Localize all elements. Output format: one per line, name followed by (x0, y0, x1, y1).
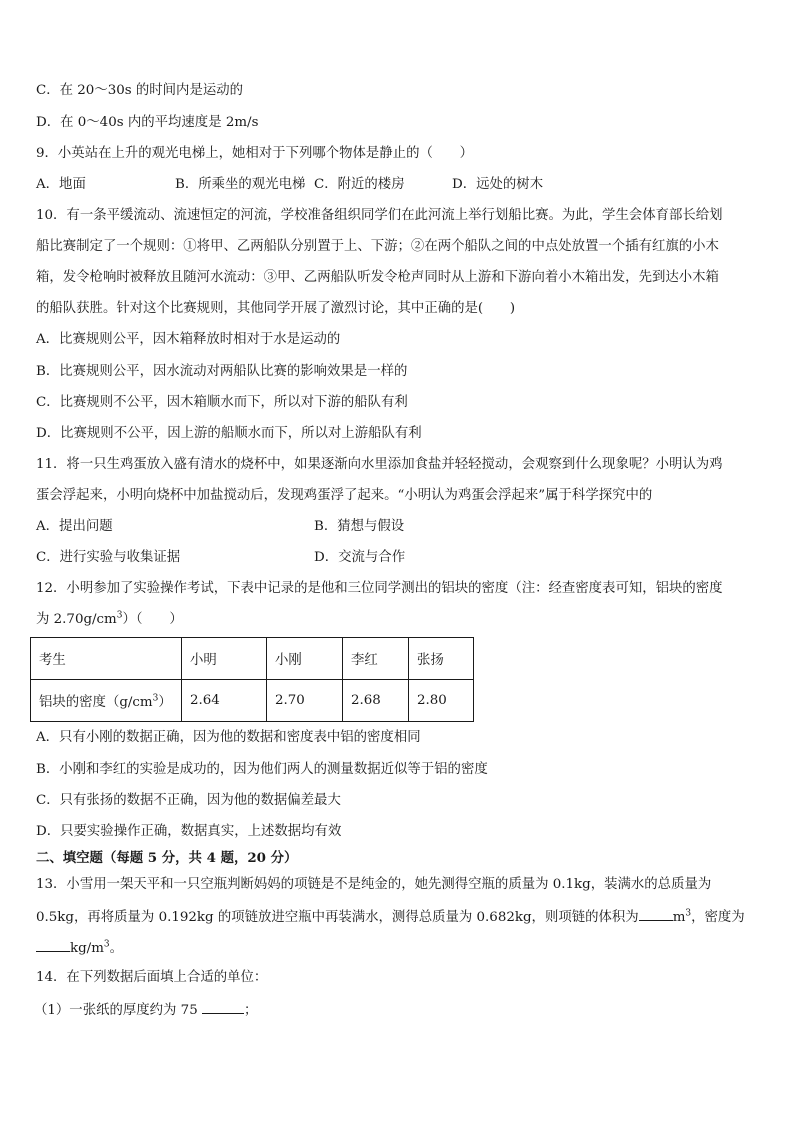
q12-option-a: A．只有小刚的数据正确，因为他的数据和密度表中铝的密度相同 (36, 730, 421, 745)
q8-option-d: D．在 0～40s 内的平均速度是 2m/s (36, 115, 259, 130)
section-title: 二、填空题（每题 5 分，共 4 题，20 分） (36, 850, 298, 866)
q13-volume-unit: m (672, 910, 686, 925)
q13-stem-line-2-text: 0.5kg，再将质量为 0.192kg 的项链放进空瓶中再装满水，测得总质量为 0.682kg，则项链的体积为 (36, 910, 639, 925)
q12-option-d: D．只要实验操作正确，数据真实，上述数据均有效 (36, 824, 342, 839)
q13-density-unit-superscript: 3 (103, 939, 110, 950)
density-table (30, 637, 474, 722)
q13-density-blank[interactable] (36, 937, 70, 952)
q9-option-b: B．所乘坐的观光电梯 (175, 177, 306, 192)
q11-stem-line-2: 蛋会浮起来，小明向烧杯中加盐搅动后，发现鸡蛋浮了起来。“小明认为鸡蛋会浮起来”属于科学探究中的 (36, 488, 653, 503)
q13-stem-line-2 (36, 906, 745, 928)
q10-stem-line-3: 箱，发令枪响时被释放且随河水流动：③甲、乙两船队听发令枪声同时从上游和下游向着小木箱出发，先到达小木箱 (36, 270, 719, 285)
table-name-cell: 小明 (182, 638, 267, 680)
q8-option-c: C．在 20～30s 的时间内是运动的 (36, 83, 244, 98)
q13-volume-blank[interactable] (639, 906, 673, 921)
table-value-cell: 2.70 (267, 680, 343, 722)
q14-item-1-text: （1）一张纸的厚度约为 75 (34, 1003, 198, 1018)
q11-option-a: A．提出问题 (36, 519, 113, 534)
table-name-cell: 李红 (343, 638, 409, 680)
q13-stem-line-2-tail: ，密度为 (691, 910, 745, 925)
q14-stem: 14．在下列数据后面填上合适的单位： (36, 970, 268, 985)
table-row-label-tail: ） (158, 695, 172, 710)
q12-stem-line-2-text: 为 2.70g/cm (36, 612, 117, 627)
q9-option-d: D．远处的树木 (452, 177, 544, 192)
q13-stem-line-3 (36, 937, 123, 959)
table-name-cell: 张扬 (409, 638, 474, 680)
q14-item-1-tail: ； (244, 1003, 258, 1018)
q9-option-a: A．地面 (36, 177, 86, 192)
q10-option-b: B．比赛规则公平，因水流动对两船队比赛的影响效果是一样的 (36, 364, 408, 379)
q12-stem-line-2-superscript: 3 (116, 610, 123, 621)
q11-stem-line-1: 11．将一只生鸡蛋放入盛有清水的烧杯中，如果逐渐向水里添加食盐并轻轻搅动，会观察到什么现象呢？小明认为鸡 (36, 457, 723, 472)
q12-stem-line-1: 12．小明参加了实验操作考试，下表中记录的是他和三位同学测出的铝块的密度（注：经查密度表可知，铝块的密度 (36, 581, 723, 596)
q12-stem-line-2 (36, 610, 183, 630)
q12-option-c: C．只有张扬的数据不正确，因为他的数据偏差最大 (36, 793, 341, 808)
q12-stem-line-2-tail: ）（ ） (122, 612, 183, 627)
q10-stem-line-2: 船比赛制定了一个规则：①将甲、乙两船队分别置于上、下游；②在两个船队之间的中点处放置一个插有红旗的小木 (36, 239, 719, 254)
q10-stem-line-4: 的船队获胜。针对这个比赛规则，其他同学开展了激烈讨论，其中正确的是( ) (36, 301, 516, 316)
q10-option-c: C．比赛规则不公平，因木箱顺水而下，所以对下游的船队有利 (36, 395, 408, 410)
table-name-cell: 小刚 (267, 638, 343, 680)
table-row-label-text: 铝块的密度（g/cm (39, 695, 153, 710)
table-value-cell: 2.80 (409, 680, 474, 722)
table-value-cell: 2.64 (182, 680, 267, 722)
q9-stem: 9．小英站在上升的观光电梯上，她相对于下列哪个物体是静止的（ ） (36, 146, 474, 161)
table-row (31, 680, 474, 722)
q13-volume-unit-superscript: 3 (685, 908, 692, 919)
table-value-cell: 2.68 (343, 680, 409, 722)
q14-item-1 (34, 999, 257, 1021)
q12-option-b: B．小刚和李红的实验是成功的，因为他们两人的测量数据近似等于铝的密度 (36, 762, 488, 777)
table-row-label (31, 680, 182, 722)
q10-option-a: A．比赛规则公平，因木箱释放时相对于水是运动的 (36, 332, 341, 347)
table-header-label: 考生 (31, 638, 182, 680)
q9-option-c: C．附近的楼房 (314, 177, 405, 192)
q10-stem-line-1: 10．有一条平缓流动、流速恒定的河流，学校准备组织同学们在此河流上举行划船比赛。为此，学生会体育部长给划 (36, 208, 723, 223)
q14-item-1-blank[interactable] (202, 999, 244, 1014)
table-row-label-superscript: 3 (152, 693, 159, 704)
q13-density-unit: kg/m (70, 941, 104, 956)
q11-option-b: B．猜想与假设 (314, 519, 405, 534)
q11-option-c: C．进行实验与收集证据 (36, 550, 181, 565)
q11-option-d: D．交流与合作 (314, 550, 406, 565)
q13-stem-line-1: 13．小雪用一架天平和一只空瓶判断妈妈的项链是不是纯金的，她先测得空瓶的质量为 0.1kg，装满水的总质量为 (36, 877, 712, 892)
q13-stem-line-3-tail: 。 (109, 941, 124, 956)
table-row (31, 638, 474, 680)
q10-option-d: D．比赛规则不公平，因上游的船顺水而下，所以对上游船队有利 (36, 426, 422, 441)
